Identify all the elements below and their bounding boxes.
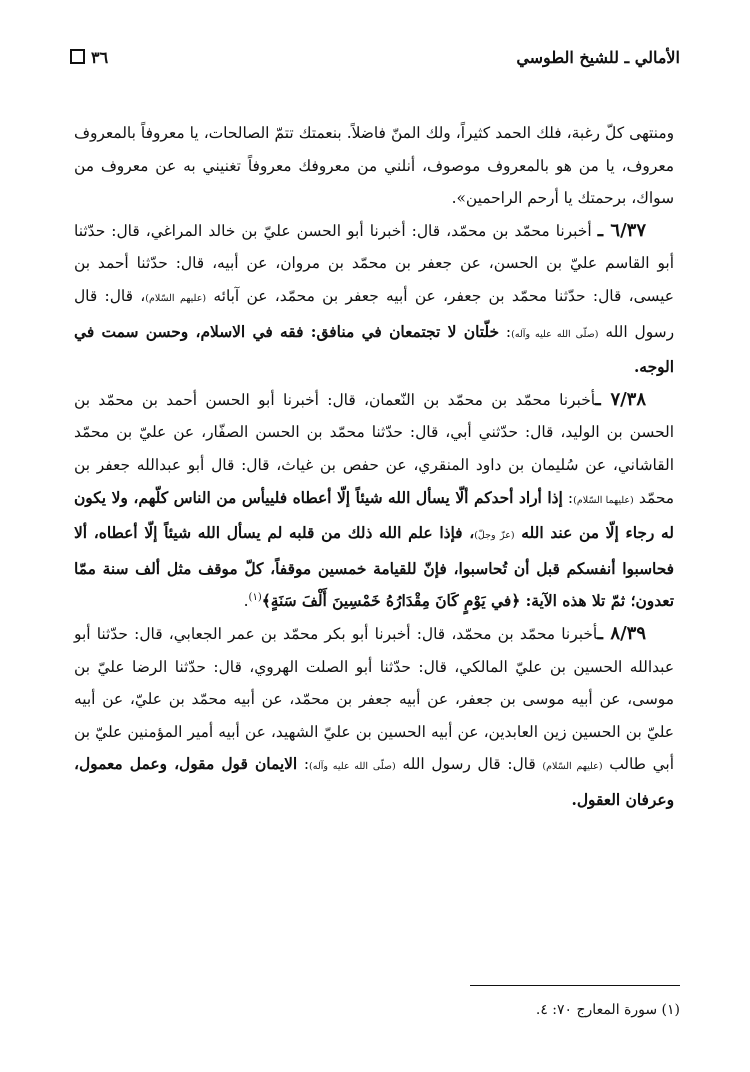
honorific: (عليهم السّلام) [542, 761, 603, 773]
hadith-text: أخبرنا محمّد بن محمّد، قال: أخبرنا أبو بكر محمّد بن عمر الجعابي، قال: حدّثنا أبو عبدالله الحسين بن عليّ المالكي، قال: حدّثنا أبو الصلت الهروي، قال: حدّثنا الرضا عليّ بن موسى، عن أبيه موسى بن جعفر، عن أبيه جعفر بن محمّد، عن أبيه محمّد بن عليّ، عن أبيه عليّ بن الحسين زين العابدين، عن أبيه الحسين بن عليّ الشهيد، عن أبيه أمير المؤمنين عليّ بن أبي طالب [74, 624, 674, 774]
hadith-39 [74, 618, 674, 817]
footnote: (١) سورة المعارج ٧٠: ٤. [535, 1002, 680, 1018]
running-title: الأمالي ـ للشيخ الطوسي [516, 48, 680, 67]
page-header [70, 44, 680, 84]
hadith-37 [74, 215, 674, 384]
honorific: (عزّ وجلّ) [474, 530, 515, 542]
quran-verse: ﴿في يَوْمٍ كَانَ مِقْدَارُهُ خَمْسِينَ أَلْفَ سَنَةٍ﴾ [261, 592, 521, 611]
intro-paragraph: ومنتهى كلّ رغبة، فلك الحمد كثيراً، ولك المنّ فاضلاً. بنعمتك تتمّ الصالحات، يا معروفاً بالمعروف معروف، يا من هو بالمعروف موصوف، أنلني من معروفك معروفاً تغنيني به عن معروف من سواك، برحمتك يا أرحم الراحمين». [74, 124, 674, 208]
hadith-text: أخبرنا محمّد بن محمّد، قال: أخبرنا أبو الحسن عليّ بن خالد المراغي، قال: حدّثنا أبو القاسم عليّ بن الحسن، عن جعفر بن محمّد بن مروان، عن أبيه، قال: حدّثنا أحمد بن عيسى، قال: حدّثنا محمّد بن جعفر، عن أبيه جعفر بن محمّد، عن آبائه [74, 221, 674, 305]
hadith-text: : [499, 322, 512, 341]
hadith-number: ٦/٣٧ ـ [597, 219, 646, 241]
hadith-text: أخبرنا محمّد بن محمّد بن النّعمان، قال: أخبرنا أبو الحسن أحمد بن محمّد بن الحسن بن الوليد، قال: حدّثني أبي، قال: حدّثنا محمّد بن الحسن الصفّار، عن عليّ بن محمّد القاشاني، عن سُليمان بن داود المنقري، عن حفص بن غياث، قال: قال أبو عبدالله جعفر بن محمّد [74, 390, 675, 507]
hadith-quote: إذا أراد أحدكم ألّا يسأل الله شيئاً إلّا أعطاه فلييأس من الناس كلّهم، ولا يكون له رجاء إلّا من عند الله [74, 488, 674, 543]
footnote-divider [470, 985, 680, 986]
honorific: (عليهما السّلام) [573, 494, 634, 506]
hadith-number: ٨/٣٩ ـ [597, 622, 646, 644]
footnote-reference[interactable]: (١) [248, 592, 262, 604]
hadith-text: ، قال: قال رسول الله [74, 286, 674, 341]
hadith-38 [74, 384, 674, 618]
hadith-text: . [243, 592, 249, 611]
hadith-text: قال: قال رسول الله [395, 755, 543, 774]
honorific: (صلّى الله عليه وآله) [511, 328, 599, 340]
hadith-quote: الايمان قول مقول، وعمل معمول، وعرفان العقول. [74, 755, 674, 809]
hadith-text: : [297, 755, 310, 774]
square-icon [70, 49, 85, 64]
hadith-text: : [562, 488, 574, 507]
hadith-number: ٧/٣٨ ـ [595, 388, 647, 410]
honorific: (عليهم السّلام) [145, 292, 207, 304]
page-number-text: ٣٦ [91, 48, 109, 67]
page-number [70, 48, 108, 67]
hadith-quote: ، فإذا علم الله ذلك من قلبه لم يسأل الله شيئاً إلّا أعطاه، ألا فحاسبوا أنفسكم قبل أن تُحاسبوا، فإنّ للقيامة خمسين موقفاً، كلّ موقف مثل ألف سنة ممّا تعدون؛ ثمّ تلا هذه الآية: [74, 524, 674, 611]
honorific: (صلّى الله عليه وآله) [309, 761, 396, 773]
page-body [74, 117, 674, 816]
hadith-quote: خلّتان لا تجتمعان في منافق: فقه في الاسلام، وحسن سمت في الوجه. [74, 322, 674, 377]
